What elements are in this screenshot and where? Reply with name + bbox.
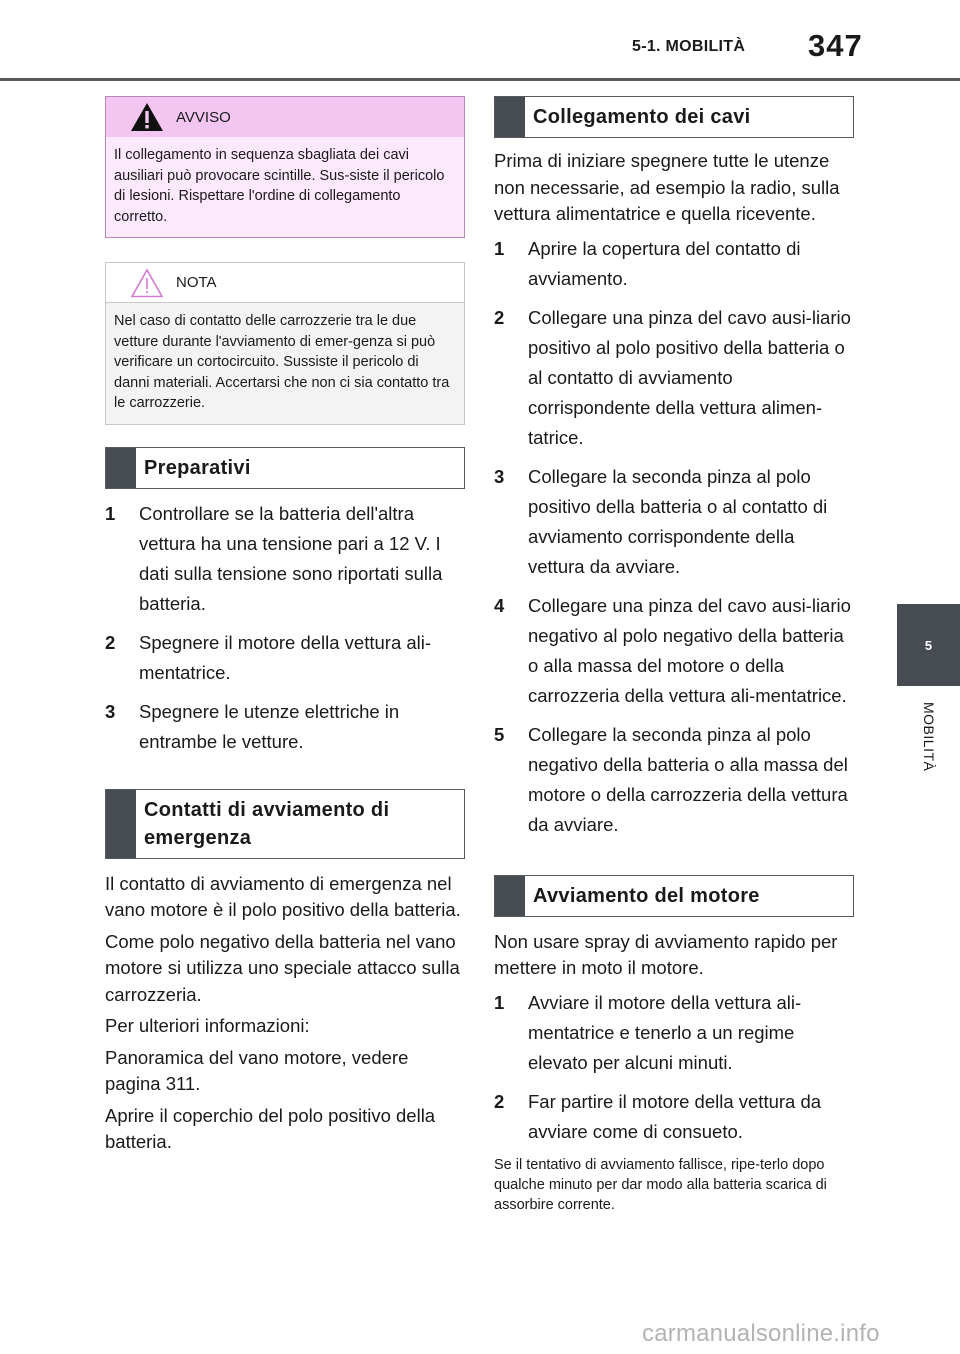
step-item xyxy=(494,234,854,294)
step-text: Collegare una pinza del cavo ausi-liario negativo al polo negativo della batteria o alla massa del motore o della carrozzeria della vettura ali-mentatrice. xyxy=(528,594,851,706)
avviamento-footnote: Se il tentativo di avviamento fallisce, ripe-terlo dopo qualche minuto per dar modo alla batteria scarica di assorbire corrente. xyxy=(494,1156,827,1213)
section-title-collegamento: Collegamento dei cavi xyxy=(533,106,751,128)
step-number: 1 xyxy=(494,237,505,259)
step-item xyxy=(494,988,854,1078)
section-heading-preparativi xyxy=(105,447,465,489)
step-text: Far partire il motore della vettura da avviare come di consueto. xyxy=(528,1090,822,1142)
step-text: Collegare la seconda pinza al polo negativo della batteria o alla massa del motore o della carrozzeria della vettura da avviare. xyxy=(528,723,848,835)
step-item xyxy=(494,591,854,711)
note-title: NOTA xyxy=(176,274,217,291)
chapter-tab-number[interactable]: 5 xyxy=(897,604,960,686)
step-text: Controllare se la batteria dell'altra vettura ha una tensione pari a 12 V. I dati sulla tensione sono riportati sulla batteria. xyxy=(139,502,443,614)
step-number: 1 xyxy=(105,502,116,524)
step-item xyxy=(494,1087,854,1147)
warning-box xyxy=(105,96,465,238)
step-item xyxy=(494,462,854,582)
paragraph: Per ulteriori informazioni: xyxy=(105,1015,310,1036)
preparativi-steps xyxy=(105,499,465,757)
paragraph: Come polo negativo della batteria nel vano motore si utilizza uno speciale attacco sulla carrozzeria. xyxy=(105,930,460,1005)
note-box xyxy=(105,262,465,425)
section-heading-collegamento xyxy=(494,96,854,138)
step-item xyxy=(494,720,854,840)
step-text: Aprire la copertura del contatto di avviamento. xyxy=(528,237,801,289)
paragraph: Aprire il coperchio del polo positivo della batteria. xyxy=(105,1104,436,1152)
left-column xyxy=(105,96,465,1156)
chapter-tab-label: MOBILITÀ xyxy=(921,702,937,772)
paragraph: Panoramica del vano motore, vedere pagina 311. xyxy=(105,1046,409,1094)
section-title: 5-1. MOBILITÀ xyxy=(632,38,746,55)
section-title-contatti: Contatti di avviamento di emergenza xyxy=(144,798,390,849)
section-title-avviamento: Avviamento del motore xyxy=(533,884,760,907)
note-header xyxy=(106,263,464,303)
step-text: Spegnere il motore della vettura ali-mentatrice. xyxy=(139,631,432,683)
section-bar xyxy=(495,876,525,916)
step-text: Collegare la seconda pinza al polo positivo della batteria o al contatto di avviamento corrispondente della vettura da avviare. xyxy=(528,465,828,577)
section-bar xyxy=(106,790,136,858)
warning-header xyxy=(106,97,464,137)
step-number: 2 xyxy=(494,306,505,328)
step-number: 5 xyxy=(494,723,505,745)
note-text: Nel caso di contatto delle carrozzerie tra le due vetture durante l'avviamento di emer-genza si può verificare un cortocircuito. Sussiste il pericolo di danni materiali. Accertarsi che non ci sia contatto tra le carrozzerie. xyxy=(106,303,464,424)
note-triangle-icon xyxy=(130,268,164,298)
section-heading-avviamento xyxy=(494,875,854,917)
step-number: 2 xyxy=(105,631,116,653)
step-item xyxy=(105,628,465,688)
section-title-preparativi: Preparativi xyxy=(144,456,251,479)
step-number: 1 xyxy=(494,991,505,1013)
page-number: 347 xyxy=(808,28,863,63)
contatti-paragraphs xyxy=(105,871,465,1156)
step-number: 3 xyxy=(494,465,505,487)
collegamento-steps xyxy=(494,234,854,840)
step-number: 3 xyxy=(105,700,116,722)
avviamento-intro: Non usare spray di avviamento rapido per mettere in moto il motore. xyxy=(494,930,838,978)
step-number: 4 xyxy=(494,594,505,616)
section-bar xyxy=(106,448,136,488)
section-heading-contatti xyxy=(105,789,465,859)
right-column xyxy=(494,96,854,1215)
section-bar xyxy=(495,97,525,137)
step-item xyxy=(105,499,465,619)
header-divider xyxy=(0,78,960,81)
step-text: Spegnere le utenze elettriche in entrambe le vetture. xyxy=(139,700,400,752)
step-item xyxy=(494,303,854,453)
step-text: Avviare il motore della vettura ali-mentatrice e tenerlo a un regime elevato per alcuni minuti. xyxy=(528,991,802,1073)
avviamento-steps xyxy=(494,988,854,1147)
paragraph: Il contatto di avviamento di emergenza nel vano motore è il polo positivo della batteria. xyxy=(105,872,461,920)
warning-text: Il collegamento in sequenza sbagliata dei cavi ausiliari può provocare scintille. Sus-siste il pericolo di lesioni. Rispettare l'ordine di collegamento corretto. xyxy=(106,137,464,237)
warning-title: AVVISO xyxy=(176,108,231,126)
step-text: Collegare una pinza del cavo ausi-liario positivo al polo positivo della batteria o al contatto di avviamento corrispondente della vettura alimen-tatrice. xyxy=(528,306,851,448)
step-item xyxy=(105,697,465,757)
step-number: 2 xyxy=(494,1090,505,1112)
warning-triangle-icon xyxy=(130,102,164,132)
watermark: carmanualsonline.info xyxy=(642,1320,880,1347)
collegamento-intro: Prima di iniziare spegnere tutte le utenze non necessarie, ad esempio la radio, sulla vettura alimentatrice e quella ricevente. xyxy=(494,150,840,224)
